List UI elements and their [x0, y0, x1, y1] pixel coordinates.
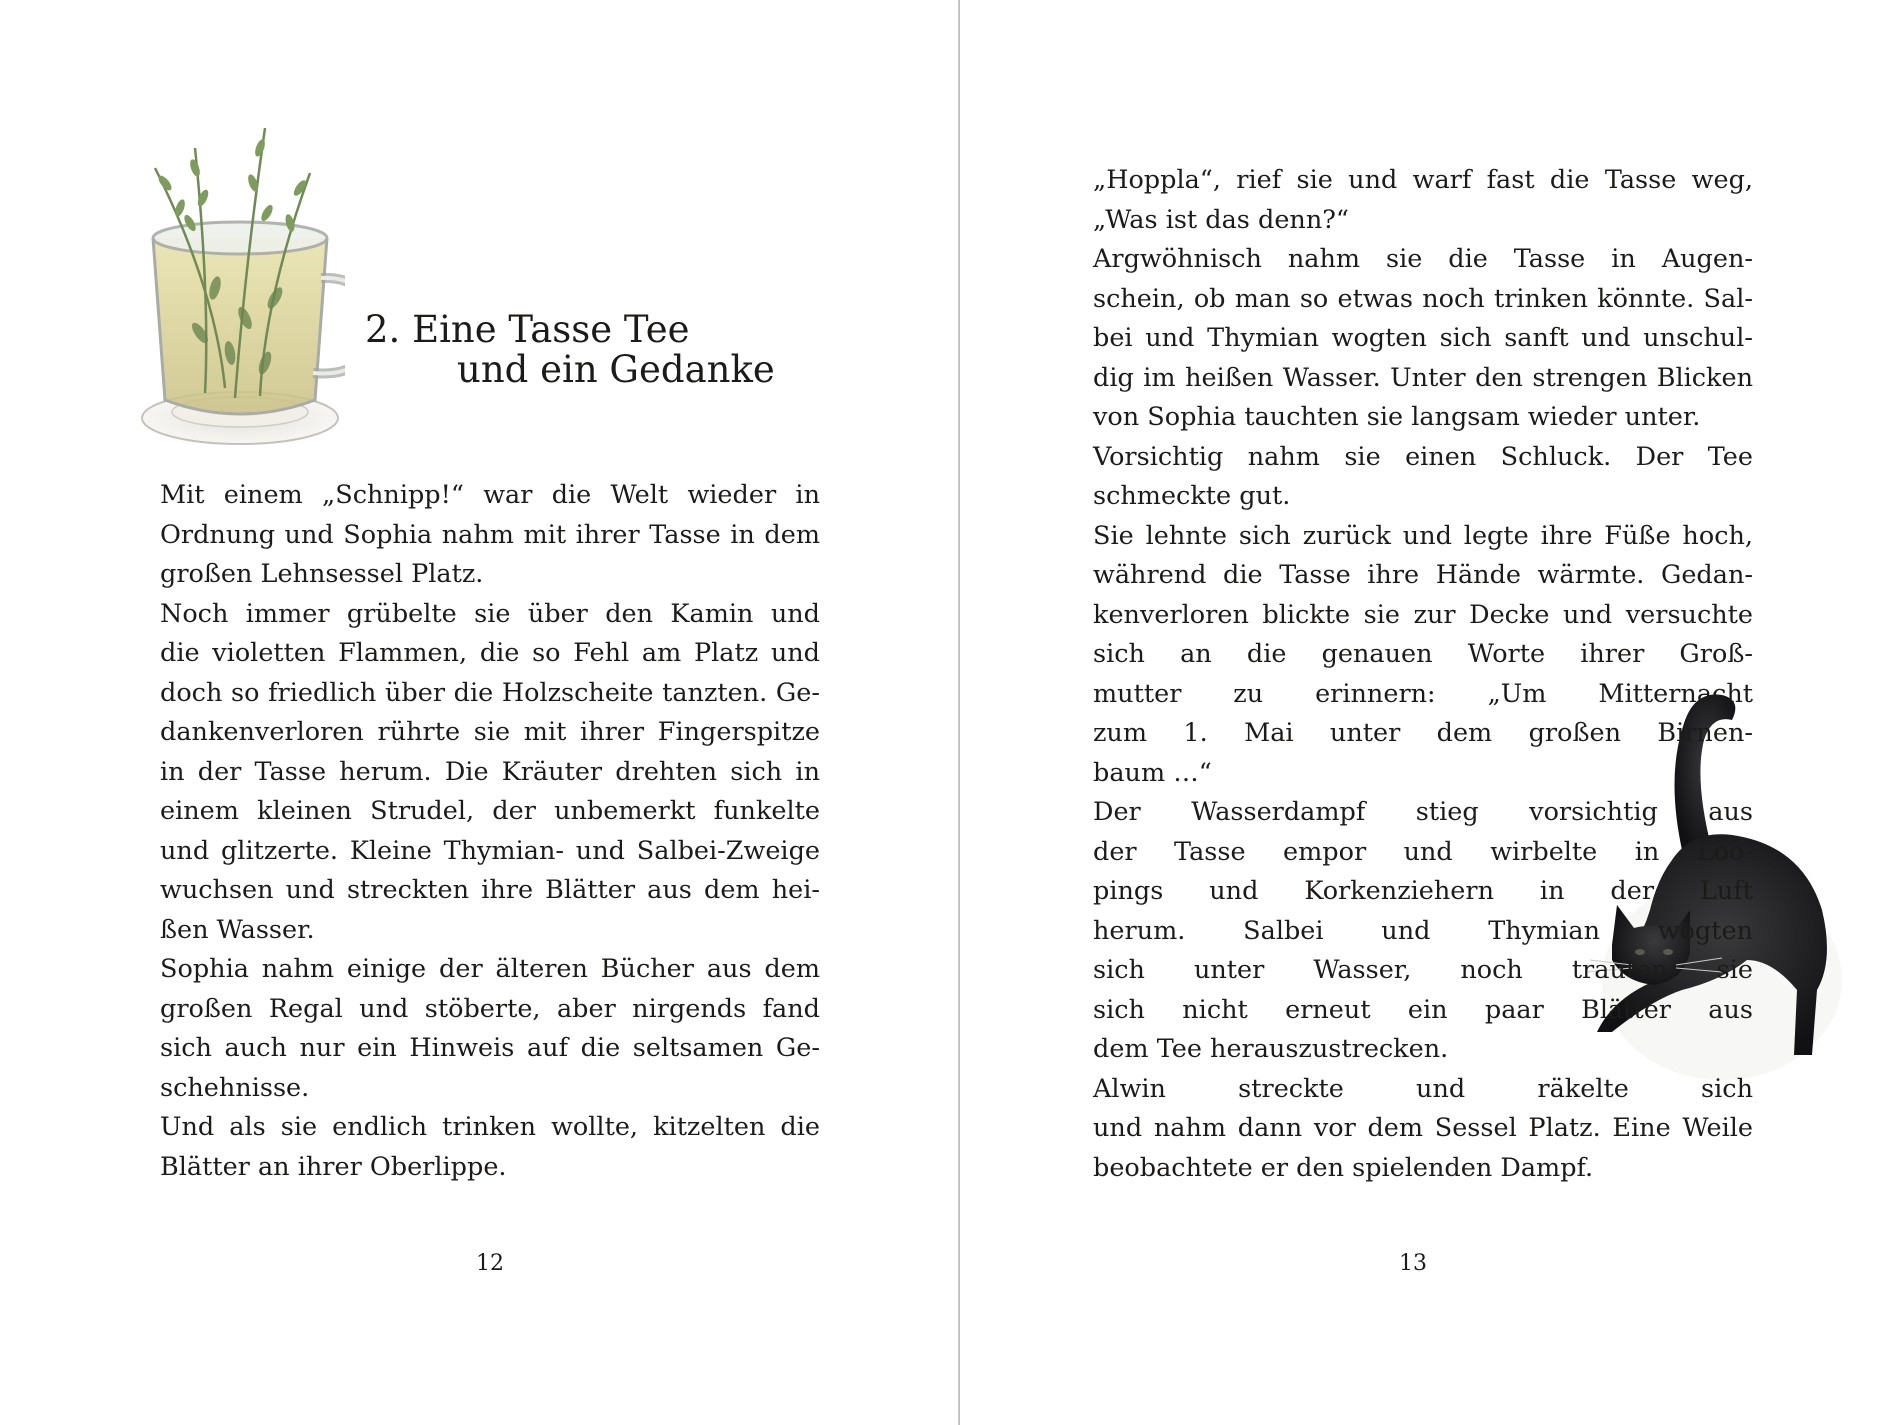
- text-line: Sie lehnte sich zurück und legte ihre Füße hoch,: [1093, 520, 1753, 551]
- text-line: „Hoppla“, rief sie und warf fast die Tasse weg,: [1093, 165, 1753, 195]
- text-line: großen Lehnsessel Platz.: [160, 559, 484, 589]
- text-line: pings und Korkenziehern in der Luft: [1093, 876, 1753, 906]
- text-line: schehnisse.: [160, 1072, 310, 1103]
- text-line: Der Wasserdampf stieg vorsichtig aus: [1093, 797, 1753, 827]
- text-line: sich unter Wasser, noch trauten sie: [1093, 955, 1753, 985]
- text-line: Und als sie endlich trinken wollte, kitzelten die: [160, 1112, 820, 1142]
- text-line: der Tasse empor und wirbelte in Loo-: [1093, 836, 1753, 867]
- text-line: Ordnung und Sophia nahm mit ihrer Tasse in dem: [160, 519, 820, 550]
- text-line: beobachtete er den spielenden Dampf.: [1093, 1152, 1594, 1183]
- paragraph: [160, 476, 820, 595]
- text-line: bei und Thymian wogten sich sanft und unschul-: [1093, 323, 1753, 353]
- text-line: sich auch nur ein Hinweis auf die seltsamen Ge-: [160, 1033, 820, 1063]
- text-line: zum 1. Mai unter dem großen Birnen-: [1093, 718, 1753, 748]
- text-line: herum. Salbei und Thymian wogten: [1093, 915, 1753, 946]
- text-line: ßen Wasser.: [160, 914, 315, 945]
- text-line: sich nicht erneut ein paar Blätter aus: [1093, 994, 1753, 1025]
- text-line: Noch immer grübelte sie über den Kamin und: [160, 598, 820, 629]
- text-line: in der Tasse herum. Die Kräuter drehten sich in: [160, 756, 820, 787]
- text-line: schmeckte gut.: [1093, 481, 1291, 511]
- text-line: Alwin streckte und räkelte sich: [1093, 1073, 1753, 1104]
- paragraph: [1093, 438, 1753, 517]
- paragraph: [160, 1108, 820, 1187]
- left-page-body-text: [160, 476, 820, 1187]
- paragraph: [160, 950, 820, 1108]
- text-line: während die Tasse ihre Hände wärmte. Gedan-: [1093, 560, 1753, 590]
- text-line: mutter zu erinnern: „Um Mitternacht: [1093, 678, 1753, 709]
- right-page: [960, 0, 1900, 1425]
- chapter-title-line-1: 2. Eine Tasse Tee: [365, 308, 690, 351]
- text-line: baum …“: [1093, 757, 1212, 788]
- text-line: „Was ist das denn?“: [1093, 204, 1349, 235]
- text-line: dem Tee herauszustrecken.: [1093, 1034, 1449, 1064]
- right-page-body-text: [1093, 161, 1753, 1188]
- text-line: großen Regal und stöberte, aber nirgends fand: [160, 993, 820, 1024]
- paragraph: [1093, 161, 1753, 240]
- text-line: von Sophia tauchten sie langsam wieder unter.: [1093, 402, 1701, 432]
- page-number: 12: [476, 1251, 504, 1276]
- paragraph: [1093, 517, 1753, 794]
- text-line: Mit einem „Schnipp!“ war die Welt wieder in: [160, 480, 820, 510]
- text-line: dankenverloren rührte sie mit ihrer Fingerspitze: [160, 717, 820, 747]
- paragraph: [160, 595, 820, 951]
- paragraph: [1093, 1070, 1753, 1189]
- chapter-title: [365, 310, 775, 390]
- text-line: Blätter an ihrer Oberlippe.: [160, 1151, 507, 1182]
- text-line: Sophia nahm einige der älteren Bücher aus dem: [160, 954, 820, 984]
- herbal-tea-glass-illustration: [135, 128, 345, 458]
- text-line: die violetten Flammen, die so Fehl am Platz und: [160, 638, 820, 668]
- text-line: doch so friedlich über die Holzscheite tanzten. Ge-: [160, 677, 820, 708]
- paragraph: [1093, 793, 1753, 1070]
- text-line: Vorsichtig nahm sie einen Schluck. Der Tee: [1093, 441, 1753, 472]
- text-line: wuchsen und streckten ihre Blätter aus dem hei-: [160, 875, 820, 905]
- page-number: 13: [1399, 1251, 1427, 1276]
- text-line: einem kleinen Strudel, der unbemerkt funkelte: [160, 796, 820, 826]
- text-line: und glitzerte. Kleine Thymian- und Salbei-Zweige: [160, 835, 820, 866]
- text-line: und nahm dann vor dem Sessel Platz. Eine Weile: [1093, 1113, 1753, 1143]
- text-line: sich an die genauen Worte ihrer Groß-: [1093, 639, 1753, 669]
- text-line: kenverloren blickte sie zur Decke und versuchte: [1093, 599, 1753, 630]
- chapter-title-line-2: und ein Gedanke: [457, 348, 775, 391]
- text-line: Argwöhnisch nahm sie die Tasse in Augen-: [1093, 244, 1753, 274]
- text-line: schein, ob man so etwas noch trinken könnte. Sal-: [1093, 283, 1753, 314]
- text-line: dig im heißen Wasser. Unter den strengen Blicken: [1093, 362, 1753, 393]
- paragraph: [1093, 240, 1753, 438]
